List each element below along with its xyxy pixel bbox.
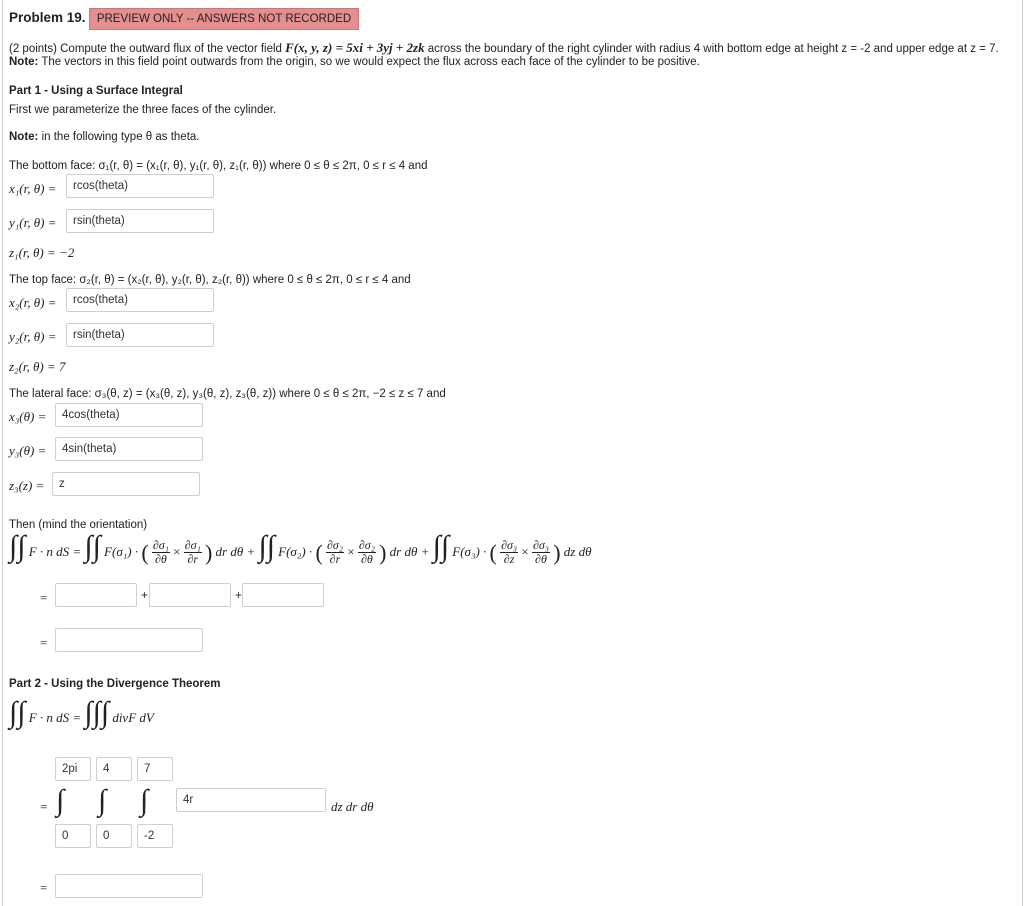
integrand-input[interactable]: 4r xyxy=(176,788,326,812)
z2-equation: z₂(r, θ) = 7 xyxy=(9,359,66,374)
x1-label: x₁(r, θ) = xyxy=(9,181,57,196)
r-lower-limit-input[interactable]: 0 xyxy=(96,824,132,848)
lateral-face-flux-input[interactable] xyxy=(242,583,324,607)
integral-z: ∫ xyxy=(140,784,149,817)
eq-sign-4: = xyxy=(40,880,48,895)
plus-sign-1: + xyxy=(141,590,148,602)
total-flux-input[interactable] xyxy=(55,628,203,652)
y1-input[interactable]: rsin(theta) xyxy=(66,209,214,233)
z1-equation: z₁(r, θ) = −2 xyxy=(9,245,75,260)
theta-upper-limit-input[interactable]: 2pi xyxy=(55,757,91,781)
part1-note: Note: in the following type θ as theta. xyxy=(9,131,200,143)
vector-field: F(x, y, z) = 5xi + 3yj + 2zk xyxy=(285,40,425,55)
x2-label: x₂(r, θ) = xyxy=(9,295,57,310)
divergence-result-input[interactable] xyxy=(55,874,203,898)
part1-heading: Part 1 - Using a Surface Integral xyxy=(9,85,183,97)
x1-input[interactable]: rcos(theta) xyxy=(66,174,214,198)
top-face-text: The top face: σ₂(r, θ) = (x₂(r, θ), y₂(r, θ), z₂(r, θ)) where 0 ≤ θ ≤ 2π, 0 ≤ r ≤ 4 and xyxy=(9,274,411,286)
flux-surface-integral-formula: ∫∫ F · n dS = ∫∫ F(σ₁) · ( $\frac{\text{∂σ₁}}{\partial\theta}$ × $\frac{\text{∂σ₁}}{\partial r}$ ) dr dθ + ∫∫ F(σ₂) · ( $\frac{\text{∂σ₂}}{\partial r}$ × $\frac{\text{∂σ₂}}{\partial\theta}$ ) dr dθ + ∫∫ F(σ₃) · ( $\frac{\text{∂σ₃}}{\partial z}$ × $\frac{\text{∂σ₃}}{\partial\theta}$ ) dz dθ xyxy=(9,530,592,567)
problem-statement: (2 points) Compute the outward flux of the vector field F(x, y, z) = 5xi + 3yj + 2zk across the boundary of the right cylinder with radius 4 with bottom edge at height z = -2 and upper edge at z = 7. xyxy=(9,40,999,55)
eq-sign-3: = xyxy=(40,799,48,814)
part1-intro: First we parameterize the three faces of the cylinder. xyxy=(9,104,277,116)
plus-sign-2: + xyxy=(235,590,242,602)
integral-r: ∫ xyxy=(98,784,107,817)
x3-input[interactable]: 4cos(theta) xyxy=(55,403,203,427)
integral-theta: ∫ xyxy=(56,784,65,817)
preview-badge: PREVIEW ONLY -- ANSWERS NOT RECORDED xyxy=(89,8,359,30)
z-upper-limit-input[interactable]: 7 xyxy=(137,757,173,781)
y3-input[interactable]: 4sin(theta) xyxy=(55,437,203,461)
statement-note: Note: The vectors in this field point outwards from the origin, so we would expect the flux across each face of the cylinder to be positive. xyxy=(9,56,700,68)
y2-label: y₂(r, θ) = xyxy=(9,329,57,344)
y2-input[interactable]: rsin(theta) xyxy=(66,323,214,347)
r-upper-limit-input[interactable]: 4 xyxy=(96,757,132,781)
eq-sign-2: = xyxy=(40,635,48,650)
differential-label: dz dr dθ xyxy=(331,799,374,814)
x2-input[interactable]: rcos(theta) xyxy=(66,288,214,312)
x3-label: x₃(θ) = xyxy=(9,409,47,424)
theta-lower-limit-input[interactable]: 0 xyxy=(55,824,91,848)
z3-input[interactable]: z xyxy=(52,472,200,496)
y3-label: y₃(θ) = xyxy=(9,443,47,458)
bottom-face-text: The bottom face: σ₁(r, θ) = (x₁(r, θ), y₁(r, θ), z₁(r, θ)) where 0 ≤ θ ≤ 2π, 0 ≤ r ≤ 4 and xyxy=(9,160,428,172)
orientation-text: Then (mind the orientation) xyxy=(9,519,148,531)
lateral-face-text: The lateral face: σ₃(θ, z) = (x₃(θ, z), y₃(θ, z), z₃(θ, z)) where 0 ≤ θ ≤ 2π, −2 ≤ z ≤ 7 and xyxy=(9,388,446,400)
divergence-formula: ∫∫ F · n dS = ∫∫∫ divF dV xyxy=(9,696,154,729)
z3-label: z₃(z) = xyxy=(9,478,45,493)
part2-heading: Part 2 - Using the Divergence Theorem xyxy=(9,678,221,690)
problem-number: Problem 19. xyxy=(9,10,86,25)
top-face-flux-input[interactable] xyxy=(149,583,231,607)
bottom-face-flux-input[interactable] xyxy=(55,583,137,607)
y1-label: y₁(r, θ) = xyxy=(9,215,57,230)
integral-sign: ∫∫ xyxy=(9,530,26,563)
z-lower-limit-input[interactable]: -2 xyxy=(137,824,173,848)
eq-sign-1: = xyxy=(40,590,48,605)
